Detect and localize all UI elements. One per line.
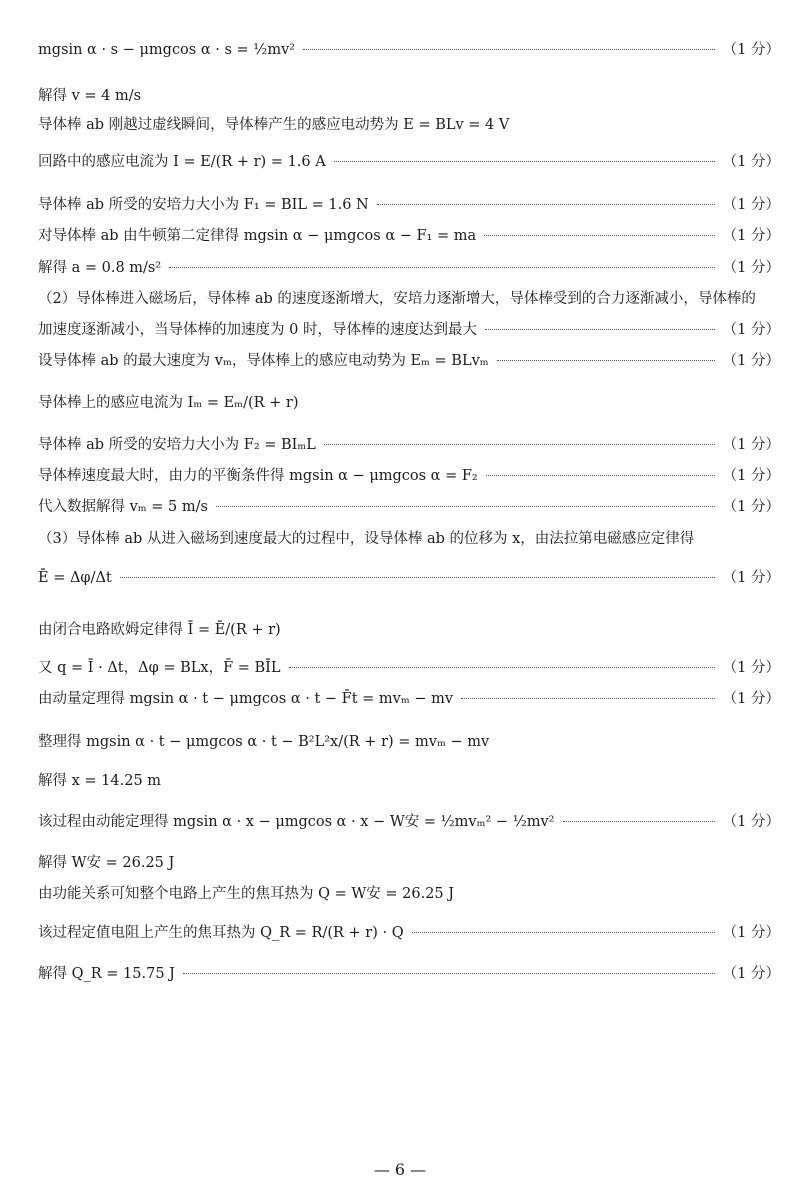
line-text: 设导体棒 ab 的最大速度为 vₘ，导体棒上的感应电动势为 Eₘ = BLvₘ [38, 353, 489, 369]
solution-line [38, 224, 780, 245]
line-text: mgsin α · s − μmgcos α · s = ½mv² [38, 42, 296, 58]
score-label: （1 分） [722, 814, 780, 830]
line-text: 由功能关系可知整个电路上产生的焦耳热为 Q = W安 = 26.25 J [38, 886, 455, 902]
solution-line [38, 256, 780, 277]
line-text: 导体棒 ab 刚越过虚线瞬间，导体棒产生的感应电动势为 E = BLv = 4 V [38, 117, 510, 133]
line-text: 解得 x = 14.25 m [38, 773, 162, 789]
page-number: — 6 — [373, 1160, 427, 1179]
solution-line [38, 687, 780, 708]
solution-line [38, 464, 780, 485]
line-text: 代入数据解得 vₘ = 5 m/s [38, 499, 208, 515]
solution-line [38, 962, 780, 983]
line-text: 由动量定理得 mgsin α · t − μmgcos α · t − F̄t = mvₘ − mv [38, 691, 454, 707]
score-label: （1 分） [722, 570, 780, 586]
score-label: （1 分） [722, 468, 780, 484]
score-label: （1 分） [722, 353, 780, 369]
score-label: （1 分） [722, 197, 780, 213]
score-label: （1 分） [722, 154, 780, 170]
line-text: 解得 a = 0.8 m/s² [38, 260, 162, 276]
solution-line [38, 810, 780, 831]
line-text: 又 q = Ī · Δt，Δφ = BLx，F̄ = BĪL [38, 660, 281, 676]
line-text: （3）导体棒 ab 从进入磁场到速度最大的过程中，设导体棒 ab 的位移为 x，由法拉第电磁感应定律得 [38, 531, 695, 547]
solution-line [38, 38, 780, 59]
score-label: （1 分） [722, 260, 780, 276]
solution-line [38, 391, 780, 412]
line-text: 对导体棒 ab 由牛顿第二定律得 mgsin α − μmgcos α − F₁ = ma [38, 228, 477, 244]
solution-line [38, 193, 780, 214]
line-text: 导体棒上的感应电流为 Iₘ = Eₘ/(R + r) [38, 395, 299, 411]
line-text: 该过程定值电阻上产生的焦耳热为 Q_R = R/(R + r) · Q [38, 925, 404, 941]
score-label: （1 分） [722, 322, 780, 338]
line-text: 解得 v = 4 m/s [38, 88, 142, 104]
line-text: 解得 W安 = 26.25 J [38, 855, 175, 871]
score-label: （1 分） [722, 691, 780, 707]
line-text: 导体棒速度最大时，由力的平衡条件得 mgsin α − μmgcos α = F₂ [38, 468, 478, 484]
score-label: （1 分） [722, 925, 780, 941]
score-label: （1 分） [722, 499, 780, 515]
score-label: （1 分） [722, 966, 780, 982]
solution-line [38, 618, 780, 639]
solution-line [38, 113, 780, 134]
solution-line [38, 527, 780, 548]
solution-line [38, 287, 780, 308]
solution-line [38, 882, 780, 903]
line-text: 导体棒 ab 所受的安培力大小为 F₁ = BIL = 1.6 N [38, 197, 369, 213]
solution-line [38, 84, 780, 105]
line-text: （2）导体棒进入磁场后，导体棒 ab 的速度逐渐增大，安培力逐渐增大，导体棒受到的合力逐渐减小，导体棒的 [38, 291, 756, 307]
score-label: （1 分） [722, 228, 780, 244]
solution-line [38, 656, 780, 677]
solution-line [38, 495, 780, 516]
line-text: 解得 Q_R = 15.75 J [38, 966, 175, 982]
solution-line [38, 921, 780, 942]
line-text: 整理得 mgsin α · t − μmgcos α · t − B²L²x/(R + r) = mvₘ − mv [38, 734, 490, 750]
score-label: （1 分） [722, 660, 780, 676]
solution-line [38, 433, 780, 454]
solution-line [38, 769, 780, 790]
solution-line [38, 851, 780, 872]
line-text: 导体棒 ab 所受的安培力大小为 F₂ = BIₘL [38, 437, 316, 453]
solution-line [38, 730, 780, 751]
score-label: （1 分） [722, 42, 780, 58]
line-text: Ē = Δφ/Δt [38, 570, 112, 586]
solution-line [38, 349, 780, 370]
score-label: （1 分） [722, 437, 780, 453]
solution-line [38, 150, 780, 171]
line-text: 加速度逐渐减小，当导体棒的加速度为 0 时，导体棒的速度达到最大 [38, 322, 477, 338]
line-text: 由闭合电路欧姆定律得 Ī = Ē/(R + r) [38, 622, 281, 638]
solution-line [38, 566, 780, 587]
line-text: 该过程由动能定理得 mgsin α · x − μmgcos α · x − W安 = ½mvₘ² − ½mv² [38, 814, 555, 830]
line-text: 回路中的感应电流为 I = E/(R + r) = 1.6 A [38, 154, 326, 170]
solution-line [38, 318, 780, 339]
